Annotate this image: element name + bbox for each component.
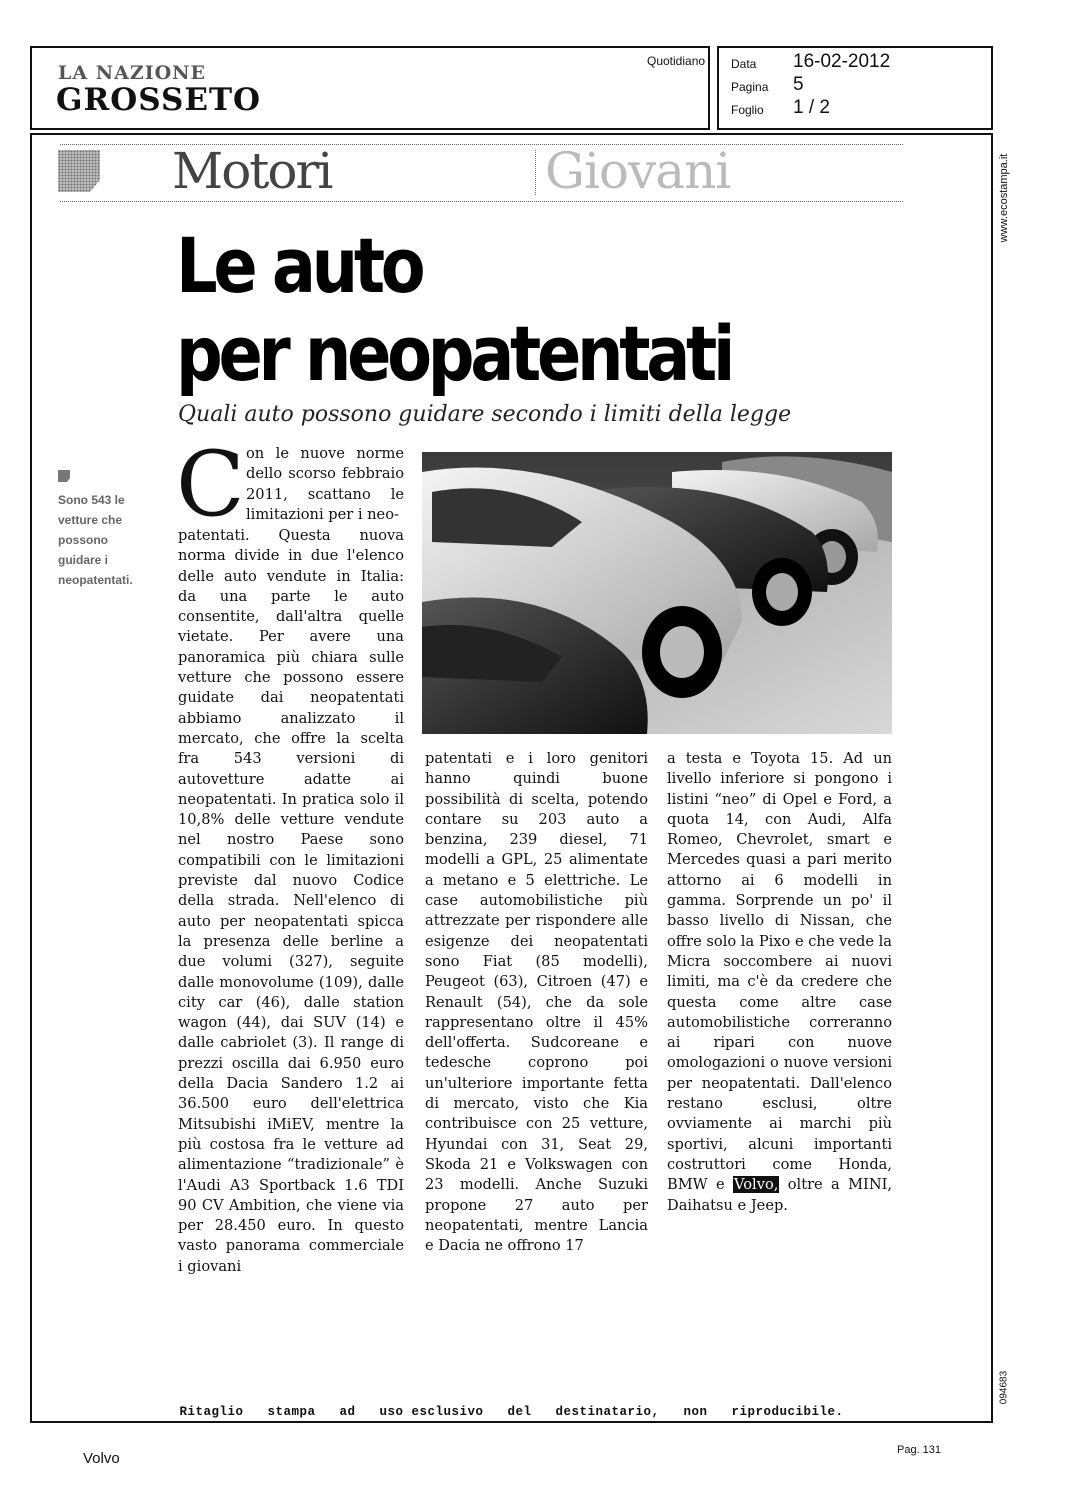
footer-keyword: Volvo	[83, 1450, 120, 1467]
side-note: Sono 543 le vetture che possono guidare i neopatentati.	[58, 493, 133, 587]
publication-type: Quotidiano	[647, 54, 706, 68]
meta-box	[717, 46, 993, 130]
column-3-text-end: oltre a MINI, Daihatsu e Jeep.	[667, 1176, 892, 1214]
article-column-2: patentati e i loro genitori hanno quindi buone possibilità di scelta, potendo contare su 203 auto a benzina, 239 diesel, 71 modelli a GPL, 25 alimentate a metano e 5 elettriche. Le case automobilistiche più attrezzate per rispondere alle esigenze dei neopatentati sono Fiat (85 modelli), Peugeot (63), Citroen (47) e Renault (54), che da sole rappresentano oltre il 45% dell'offerta. Sudcoreane e tedesche coprono poi un'ulteriore importante fetta di mercato, visto che Kia contribuisce con 25 vetture, Hyundai con 31, Seat 29, Skoda 21 e Volkswagen con 23 modelli. Anche Suzuki propone 27 auto per neopatentati, mentre Lancia e Dacia ne offrono 17	[425, 750, 648, 1255]
headline-line-2: per neopatentati	[176, 309, 732, 398]
footer-page-number: Pag. 131	[897, 1444, 942, 1456]
publication-name: LA NAZIONE	[58, 62, 206, 84]
banner-bottom-rule	[60, 201, 903, 202]
date-label: Data	[731, 57, 757, 71]
disclaimer: Ritaglio stampa ad uso esclusivo del destinatario, non riproducibile.	[179, 1405, 844, 1419]
section-separator	[535, 150, 536, 195]
subtitle: Quali auto possono guidare secondo i limiti della legge	[178, 402, 792, 427]
masthead-box	[30, 46, 710, 130]
highlight-keyword: Volvo,	[734, 1176, 779, 1194]
side-url	[996, 140, 1012, 260]
side-url-text: www.ecostampa.it	[998, 153, 1010, 243]
sheet-label: Foglio	[731, 103, 764, 117]
section-title-secondary: Giovani	[545, 142, 731, 200]
drop-cap: C	[176, 432, 245, 537]
article-column-3	[667, 749, 892, 1216]
date-value: 16-02-2012	[793, 51, 891, 72]
side-code	[996, 1360, 1012, 1420]
column-3-text: a testa e Toyota 15. Ad un livello inferiore si pongono i listini “neo” di Opel e Ford, a quota 14, con Audi, Alfa Romeo, Chevrolet, smart e Mercedes quasi a pari merito attorno ai 6 modelli in gamma. Sorprende un po' il basso livello di Nissan, che offre solo la Pixo e che vede la Micra soccombere ai nuovi limiti, ma c'è da credere che questa come altre case automobilistiche correranno ai ripari con nuove omologazioni o nuove versioni per neopatentati. Dall'elenco restano esclusi, oltre ovviamente ai marchi più sportivi, alcuni importanti costruttori come Honda, BMW e	[667, 750, 892, 1194]
section-marker-icon	[58, 150, 100, 192]
headline-line-1: Le auto	[176, 221, 422, 310]
cars-photo	[422, 452, 892, 734]
page-value: 5	[793, 74, 804, 95]
bullet-icon	[58, 470, 70, 482]
sheet-value: 1 / 2	[793, 97, 830, 118]
article-column-1: patentati. Questa nuova norma divide in due l'elenco delle auto vendute in Italia: da una parte le auto consentite, dall'altra quelle vietate. Per avere una panoramica più chiara sulle vetture che possono essere guidate dai neopatentati abbiamo analizzato il mercato, che offre la scelta fra 543 versioni di autovetture adatte ai neopatentati. In pratica solo il 10,8% delle vetture vendute nel nostro Paese sono compatibili con le limitazioni previste dal nuovo Codice della strada. Nell'elenco di auto per neopatentati spicca la presenza delle berline a due volumi (327), seguite dalle monovolume (109), dalle city car (46), dalle station wagon (44), dai SUV (14) e dalle cabriolet (3). Il range di prezzi oscilla dai 6.950 euro della Dacia Sandero 1.2 ai 36.500 euro dell'elettrica Mitsubishi iMiEV, mentre la più costosa fra le vetture ad alimentazione “tradizionale” è l'Audi A3 Sportback 1.6 TDI 90 CV Ambition, che viene via per 28.450 euro. In questo vasto panorama commerciale i giovani	[178, 527, 404, 1275]
publication-city: GROSSETO	[56, 82, 262, 118]
headline	[176, 222, 795, 398]
page-label: Pagina	[731, 80, 769, 94]
article-column-1-intro: on le nuove norme dello scorso febbraio 2011, scattano le limitazioni per i neo-	[246, 445, 404, 523]
side-code-text: 094683	[998, 1370, 1010, 1405]
section-title-primary: Motori	[172, 142, 332, 200]
